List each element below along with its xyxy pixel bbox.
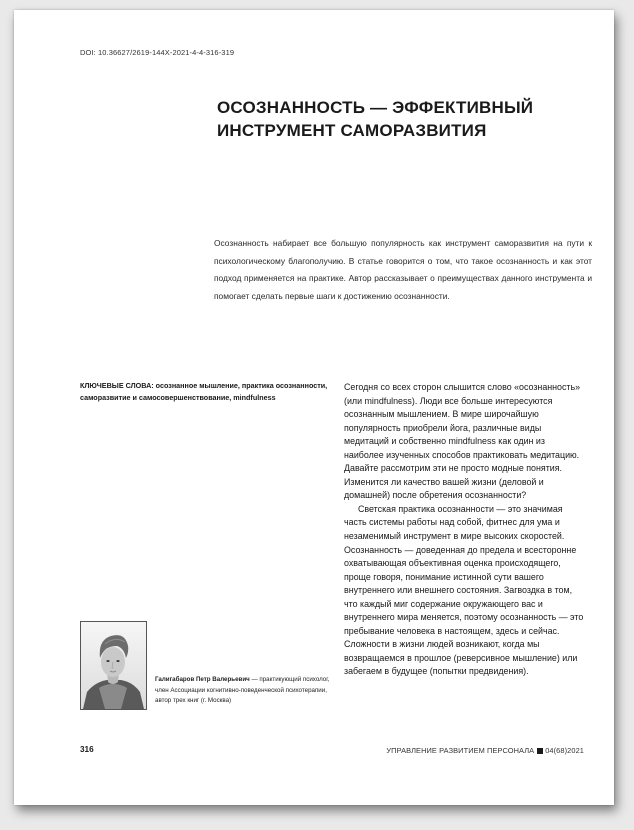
page-number: 316 [80,745,94,754]
author-name: Галигабаров Петр Валерьевич [155,676,250,683]
title-line: ИНСТРУМЕНТ САМОРАЗВИТИЯ [217,121,487,140]
author-portrait-image [81,622,146,709]
journal-name: УПРАВЛЕНИЕ РАЗВИТИЕМ ПЕРСОНАЛА [386,746,535,755]
abstract: Осознанность набирает все большую популярность как инструмент саморазвития на пути к психологическому благополучию. В статье говорится о том, что такое осознанность и как этот подход применяется на практике. Автор рассказывает о преимуществах данного инструмента и помогает сделать первые шаги к достижению осознанности. [214,238,592,301]
body-paragraph: Светская практика осознанности — это значимая часть системы работы над собой, фитнес для ума и незаменимый инструмент в мире высоких скоростей. Осознанность — доведенная до предела и всесторонне охватывающая объективная оценка происходящего, проще говоря, понимание истинной сути вашего внутреннего или внешнего состояния. Загвоздка в том, что каждый миг содержание окружающего вас и внутреннего мира меняется, поэтому осознанность — это пребывание человека в настоящем, здесь и сейчас. Сложности в жизни людей возникают, когда мы возвращаемся в прошлое (реверсивное мышление) или забегаем в будущее (попытки предвидения). [344,503,584,677]
square-icon [537,748,543,754]
doi-label: DOI: 10.36627/2619-144X-2021-4-4-316-319 [80,48,235,57]
article-title [217,96,557,142]
body-paragraph: Сегодня со всех сторон слышится слово «осознанность» (или mindfulness). Люди все больше интересуются осознанным мышлением. В мире широчайшую популярность приобрели йога, различные виды медитаций и собственно mindfulness как один из наиболее изученных способов практиковать медитацию. Давайте рассмотрим эти не просто модные понятия. Изменится ли качество вашей жизни (деловой и домашней) после обретения осознанности? [344,382,581,501]
journal-issue: 04(68)2021 [545,746,584,755]
author-photo [80,621,147,710]
author-info [155,675,333,707]
keywords: КЛЮЧЕВЫЕ СЛОВА: осознанное мышление, практика осознанности, саморазвитие и самосовершенствование, mindfulness [80,381,328,402]
article-body [344,381,586,679]
journal-footer [386,746,584,755]
author-bio: — практикующий психолог, член Ассоциации когнитивно-поведенческой психотерапии, автор трех книг (г. Москва) [155,676,330,704]
title-line: ОСОЗНАННОСТЬ — ЭФФЕКТИВНЫЙ [217,98,534,117]
article-page [14,10,614,805]
